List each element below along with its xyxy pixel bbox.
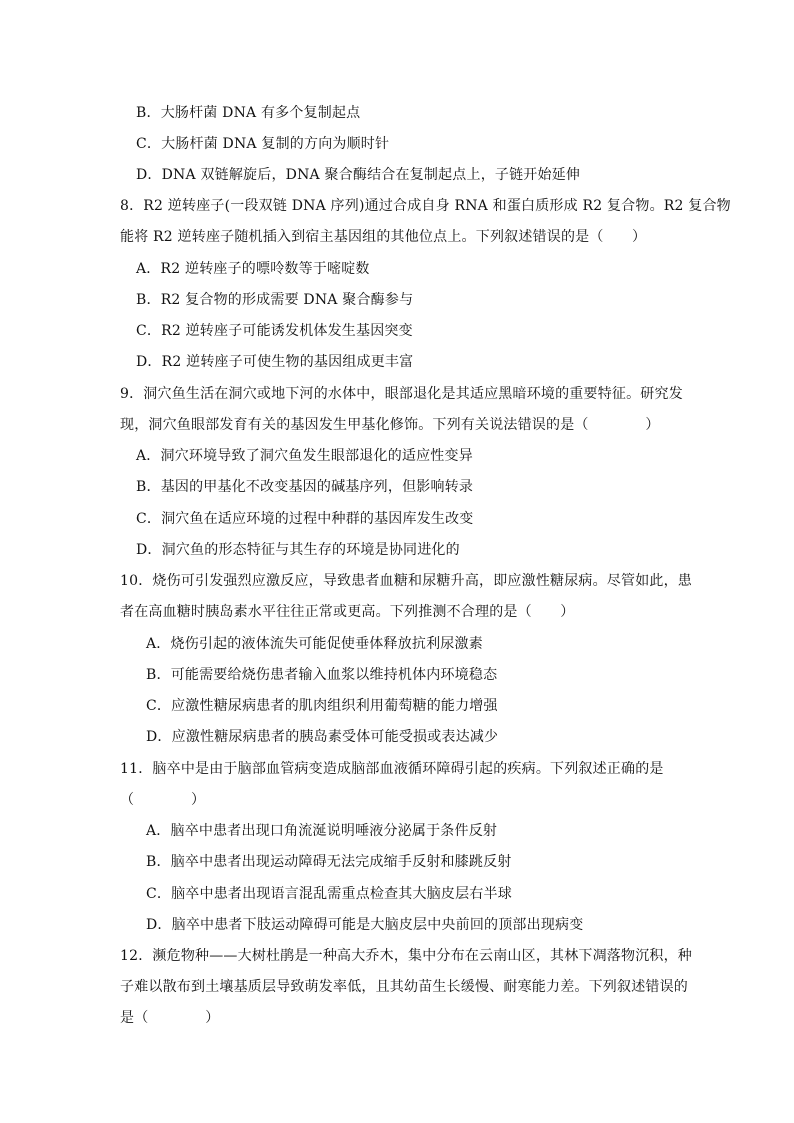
q11-option-b: B．脑卒中患者出现运动障碍无法完成缩手反射和膝跳反射 xyxy=(146,854,512,870)
q7-option-b: B．大肠杆菌 DNA 有多个复制起点 xyxy=(136,105,361,121)
q10-stem-line1: 10．烧伤可引发强烈应激反应，导致患者血糖和尿糖升高，即应激性糖尿病。尽管如此，患 xyxy=(120,573,693,589)
q9-option-a: A．洞穴环境导致了洞穴鱼发生眼部退化的适应性变异 xyxy=(136,448,473,464)
q8-option-b: B．R2 复合物的形成需要 DNA 聚合酶参与 xyxy=(136,292,414,308)
q9-stem-line2: 现，洞穴鱼眼部发育有关的基因发生甲基化修饰。下列有关说法错误的是（ ） xyxy=(120,417,660,433)
q11-option-a: A．脑卒中患者出现口角流涎说明唾液分泌属于条件反射 xyxy=(146,823,498,839)
q9-option-b: B．基因的甲基化不改变基因的碱基序列，但影响转录 xyxy=(136,479,474,495)
q7-option-c: C．大肠杆菌 DNA 复制的方向为顺时针 xyxy=(136,136,390,152)
q7-option-d: D．DNA 双链解旋后，DNA 聚合酶结合在复制起点上，子链开始延伸 xyxy=(136,167,581,183)
q10-option-c: C．应激性糖尿病患者的肌肉组织利用葡萄糖的能力增强 xyxy=(146,698,498,714)
q8-stem-line2: 能将 R2 逆转座子随机插入到宿主基因组的其他位点上。下列叙述错误的是（ ） xyxy=(120,229,647,245)
q8-option-d: D．R2 逆转座子可使生物的基因组成更丰富 xyxy=(136,354,414,370)
q11-stem-line2: （ ） xyxy=(120,792,206,808)
q12-stem-line2: 子难以散布到土壤基质层导致萌发率低，且其幼苗生长缓慢、耐寒能力差。下列叙述错误的 xyxy=(120,979,688,995)
q10-option-a: A．烧伤引起的液体流失可能促使垂体释放抗利尿激素 xyxy=(146,636,483,652)
q12-stem-line3: 是（ ） xyxy=(120,1010,220,1026)
q11-stem-line1: 11．脑卒中是由于脑部血管病变造成脑部血液循环障碍引起的疾病。下列叙述正确的是 xyxy=(120,761,664,777)
q8-option-c: C．R2 逆转座子可能诱发机体发生基因突变 xyxy=(136,323,413,339)
q8-stem-line1: 8．R2 逆转座子(一段双链 DNA 序列)通过合成自身 RNA 和蛋白质形成 R2 复合物。R2 复合物 xyxy=(120,198,731,214)
q10-stem-line2: 者在高血糖时胰岛素水平往往正常或更高。下列推测不合理的是（ ） xyxy=(120,604,575,620)
q9-stem-line1: 9．洞穴鱼生活在洞穴或地下河的水体中，眼部退化是其适应黑暗环境的重要特征。研究发 xyxy=(120,386,683,402)
q10-option-b: B．可能需要给烧伤患者输入血浆以维持机体内环境稳态 xyxy=(146,667,498,683)
q12-stem-line1: 12．濒危物种——大树杜鹃是一种高大乔木，集中分布在云南山区，其林下凋落物沉积，种 xyxy=(120,948,693,964)
q8-option-a: A．R2 逆转座子的嘌呤数等于嘧啶数 xyxy=(136,261,370,277)
q9-option-c: C．洞穴鱼在适应环境的过程中种群的基因库发生改变 xyxy=(136,511,474,527)
q10-option-d: D．应激性糖尿病患者的胰岛素受体可能受损或表达减少 xyxy=(146,729,499,745)
q11-option-c: C．脑卒中患者出现语言混乱需重点检查其大脑皮层右半球 xyxy=(146,886,512,902)
q9-option-d: D．洞穴鱼的形态特征与其生存的环境是协同进化的 xyxy=(136,542,460,558)
q11-option-d: D．脑卒中患者下肢运动障碍可能是大脑皮层中央前回的顶部出现病变 xyxy=(146,917,584,933)
